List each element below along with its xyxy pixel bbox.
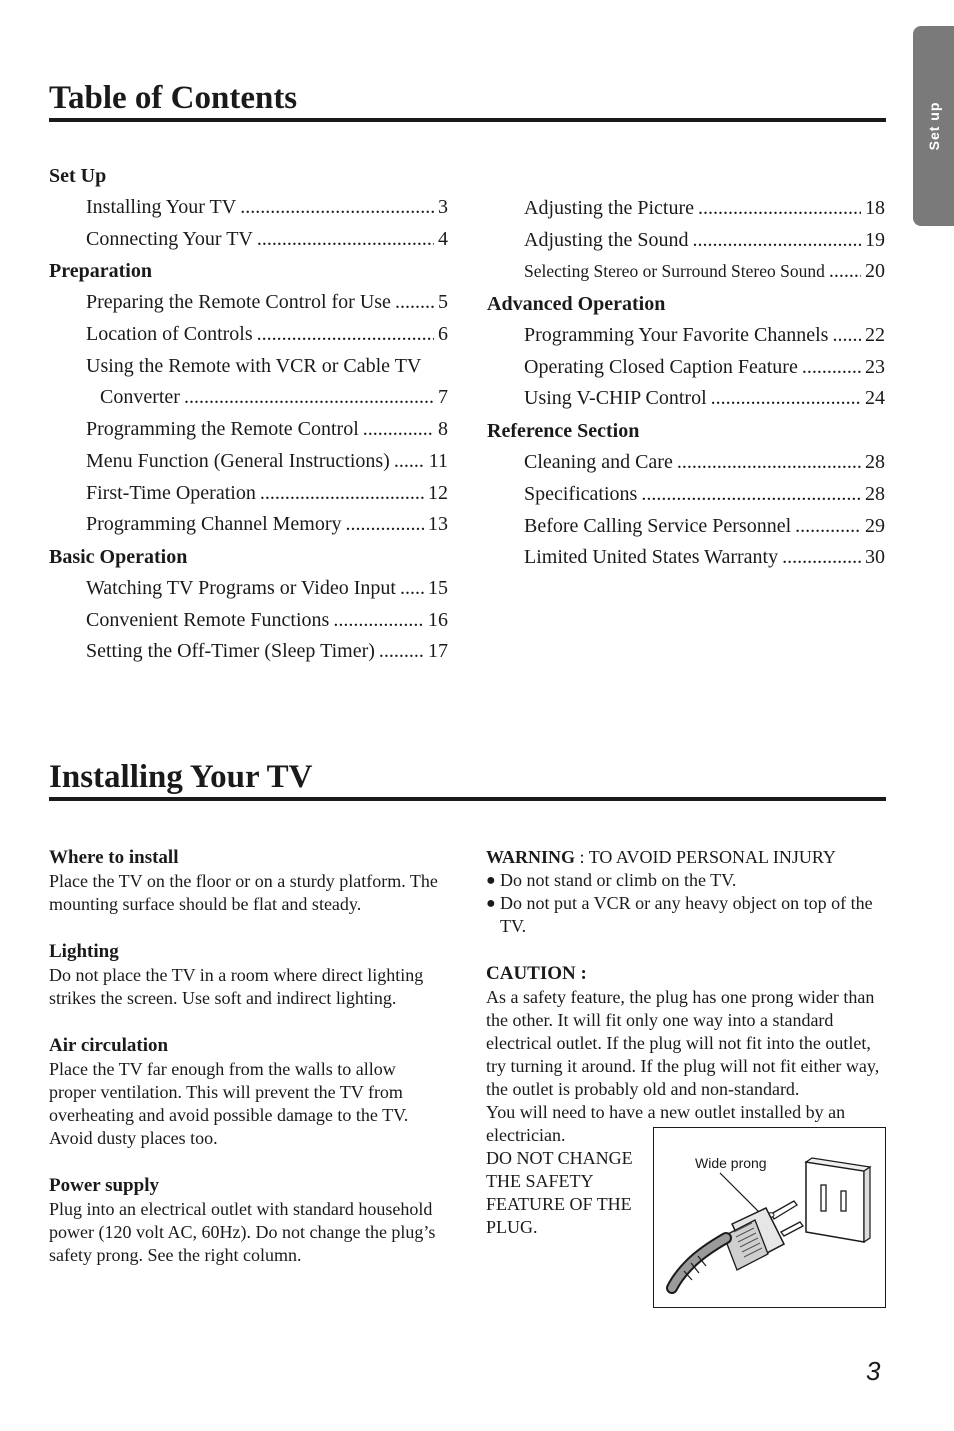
- toc-page-number: 3: [438, 196, 448, 218]
- toc-entry-label: Setting the Off-Timer (Sleep Timer): [86, 640, 375, 663]
- toc-entry-label: Preparing the Remote Control for Use: [86, 291, 391, 314]
- toc-entry-label: Watching TV Programs or Video Input: [86, 576, 396, 599]
- bullet-icon: ●: [486, 872, 496, 889]
- toc-page-number: 8: [438, 418, 448, 441]
- caution-warning-caps: DO NOT CHANGE THE SAFETY FEATURE OF THE PLUG.: [486, 1148, 633, 1237]
- toc-dot-leader: [711, 383, 861, 415]
- toc-dot-leader: [260, 478, 424, 510]
- toc-page-number: 30: [865, 546, 885, 569]
- toc-entry[interactable]: [487, 542, 885, 574]
- toc-section-heading: Reference Section: [487, 420, 640, 443]
- toc-entry-label: Operating Closed Caption Feature: [524, 355, 798, 378]
- toc-dot-leader: [692, 225, 861, 257]
- toc-section-heading: Set Up: [49, 165, 107, 187]
- where-heading: Where to install: [49, 847, 179, 868]
- plug-outlet-illustration: [654, 1128, 885, 1307]
- lighting-text: Do not place the TV in a room where direct lighting strikes the screen. Use soft and indirect lighting.: [49, 965, 424, 1008]
- toc-entry[interactable]: [49, 287, 448, 319]
- toc-dot-leader: [240, 192, 434, 224]
- toc-entry-label: Programming Channel Memory: [86, 513, 342, 536]
- warning-line: [486, 846, 886, 869]
- toc-entry-label: Using V-CHIP Control: [524, 387, 707, 410]
- toc-page-number: 23: [865, 355, 885, 378]
- caution-outlet-text: You will need to have a new outlet installed by an electrician.: [486, 1102, 846, 1145]
- toc-entry[interactable]: [487, 320, 885, 352]
- toc-dot-leader: [782, 542, 861, 574]
- toc-entry[interactable]: [49, 509, 448, 541]
- where-text: Place the TV on the floor or on a sturdy platform. The mounting surface should be flat and steady.: [49, 871, 438, 914]
- warning-bullet: [486, 869, 886, 892]
- toc-entry-label: Cleaning and Care: [524, 451, 673, 474]
- toc-entry-label: Programming the Remote Control: [86, 418, 359, 441]
- toc-entry-label: Adjusting the Sound: [524, 228, 689, 251]
- toc-page-number: 28: [865, 451, 885, 474]
- page-number: 3: [866, 1356, 881, 1386]
- caution-heading: CAUTION :: [486, 963, 587, 984]
- toc-entry-label: Specifications: [524, 482, 638, 505]
- toc-dot-leader: [333, 605, 424, 637]
- toc-entry-label: Limited United States Warranty: [524, 546, 779, 569]
- toc-entry-label: Adjusting the Picture: [524, 197, 694, 219]
- toc-page-number: 18: [865, 197, 885, 219]
- toc-page-number: 17: [428, 640, 448, 663]
- toc-dot-leader: [184, 382, 434, 414]
- warning-bullet-text: Do not put a VCR or any heavy object on top of the TV.: [500, 893, 873, 936]
- toc-page-number: 13: [428, 513, 448, 536]
- install-left-column: [49, 846, 444, 1291]
- toc-entry[interactable]: [487, 383, 885, 415]
- lighting-heading: Lighting: [49, 941, 119, 962]
- toc-page-number: 22: [865, 324, 885, 347]
- toc-entry[interactable]: [49, 414, 448, 446]
- toc-entry[interactable]: [49, 351, 448, 383]
- toc-entry-label: Using the Remote with VCR or Cable TV: [86, 354, 422, 377]
- toc-page-number: 15: [428, 576, 448, 599]
- toc-title: Table of Contents: [49, 80, 298, 116]
- toc-title-rule: [49, 118, 886, 122]
- toc-entry[interactable]: [487, 352, 885, 384]
- wide-prong-label: Wide prong: [695, 1155, 767, 1171]
- toc-dot-leader: [829, 256, 861, 288]
- toc-entry[interactable]: [49, 382, 448, 414]
- toc-entry[interactable]: [49, 636, 448, 668]
- air-text: Place the TV far enough from the walls to allow proper ventilation. This will prevent the TV from overheating and avoid possible damage to the TV. Avoid dusty places too.: [49, 1059, 409, 1148]
- toc-entry-label: Before Calling Service Personnel: [524, 514, 792, 537]
- toc-entry[interactable]: [49, 446, 448, 478]
- toc-entry[interactable]: [49, 192, 448, 224]
- toc-dot-leader: [795, 511, 861, 543]
- toc-section-heading: Preparation: [49, 260, 152, 283]
- section-tab-label: Set up: [925, 101, 942, 151]
- toc-dot-leader: [346, 509, 424, 541]
- air-heading: Air circulation: [49, 1035, 169, 1056]
- toc-dot-leader: [802, 352, 861, 384]
- toc-entry[interactable]: [487, 479, 885, 511]
- toc-left-column: [49, 160, 448, 668]
- toc-entry[interactable]: [49, 319, 448, 351]
- toc-entry-label: Convenient Remote Functions: [86, 608, 330, 631]
- toc-entry[interactable]: [487, 225, 885, 257]
- section-tab: [913, 26, 954, 226]
- toc-dot-leader: [257, 319, 434, 351]
- toc-dot-leader: [698, 193, 861, 225]
- toc-page-number: 29: [865, 514, 885, 537]
- toc-entry-label: Location of Controls: [86, 323, 253, 346]
- toc-entry[interactable]: [487, 193, 885, 225]
- toc-page-number: 16: [428, 608, 448, 631]
- toc-page-number: 6: [438, 323, 448, 346]
- toc-dot-leader: [400, 573, 424, 605]
- toc-entry[interactable]: [49, 573, 448, 605]
- toc-page-number: 28: [865, 482, 885, 505]
- toc-section-heading: Basic Operation: [49, 545, 188, 568]
- caution-text: As a safety feature, the plug has one prong wider than the other. It will fit only one way into a standard electrical outlet. If the plug will not fit into the outlet, try turning it around. If the plug will not fit either way, the outlet is probably old and non-standard.: [486, 987, 880, 1099]
- toc-entry-label: Menu Function (General Instructions): [86, 449, 390, 472]
- toc-entry[interactable]: [49, 478, 448, 510]
- toc-entry[interactable]: [487, 511, 885, 543]
- toc-entry-label: Selecting Stereo or Surround Stereo Sound: [524, 261, 825, 282]
- toc-entry[interactable]: [49, 224, 448, 256]
- install-title-rule: [49, 797, 886, 801]
- toc-entry-label: Programming Your Favorite Channels: [524, 324, 829, 347]
- toc-page-number: 19: [865, 228, 885, 251]
- warning-label: WARNING: [486, 847, 576, 867]
- warning-text: : TO AVOID PERSONAL INJURY: [575, 847, 836, 867]
- toc-dot-leader: [394, 446, 425, 478]
- toc-page-number: 7: [438, 386, 448, 409]
- toc-right-column: [487, 193, 885, 574]
- toc-entry-label: Installing Your TV: [86, 196, 237, 218]
- toc-dot-leader: [379, 636, 424, 668]
- toc-entry-label: Connecting Your TV: [86, 227, 253, 250]
- warning-bullet: [486, 892, 886, 938]
- toc-entry[interactable]: [49, 605, 448, 637]
- toc-page-number: 24: [865, 387, 885, 410]
- wall-outlet-icon: [806, 1158, 870, 1242]
- power-heading: Power supply: [49, 1175, 159, 1196]
- toc-entry-label: Converter: [100, 386, 180, 409]
- toc-entry-label: First-Time Operation: [86, 481, 256, 504]
- toc-dot-leader: [363, 414, 434, 446]
- power-text: Plug into an electrical outlet with standard household power (120 volt AC, 60Hz). Do not change the plug’s safety prong. See the right column.: [49, 1199, 436, 1265]
- toc-page-number: 5: [438, 291, 448, 314]
- toc-page-number: 20: [865, 260, 885, 283]
- bullet-icon: ●: [486, 895, 496, 912]
- toc-entry[interactable]: [487, 447, 885, 479]
- toc-dot-leader: [257, 224, 434, 256]
- toc-page-number: 4: [438, 227, 448, 250]
- toc-entry[interactable]: [487, 256, 885, 288]
- plug-diagram: [653, 1127, 886, 1308]
- toc-dot-leader: [832, 320, 861, 352]
- toc-page-number: 12: [428, 481, 448, 504]
- toc-section-heading: Advanced Operation: [487, 293, 666, 316]
- power-plug-icon: [672, 1201, 803, 1288]
- toc-dot-leader: [395, 287, 434, 319]
- install-title: Installing Your TV: [49, 759, 313, 795]
- toc-dot-leader: [677, 447, 861, 479]
- toc-dot-leader: [641, 479, 861, 511]
- warning-bullet-text: Do not stand or climb on the TV.: [500, 870, 737, 890]
- toc-page-number: 11: [428, 449, 448, 472]
